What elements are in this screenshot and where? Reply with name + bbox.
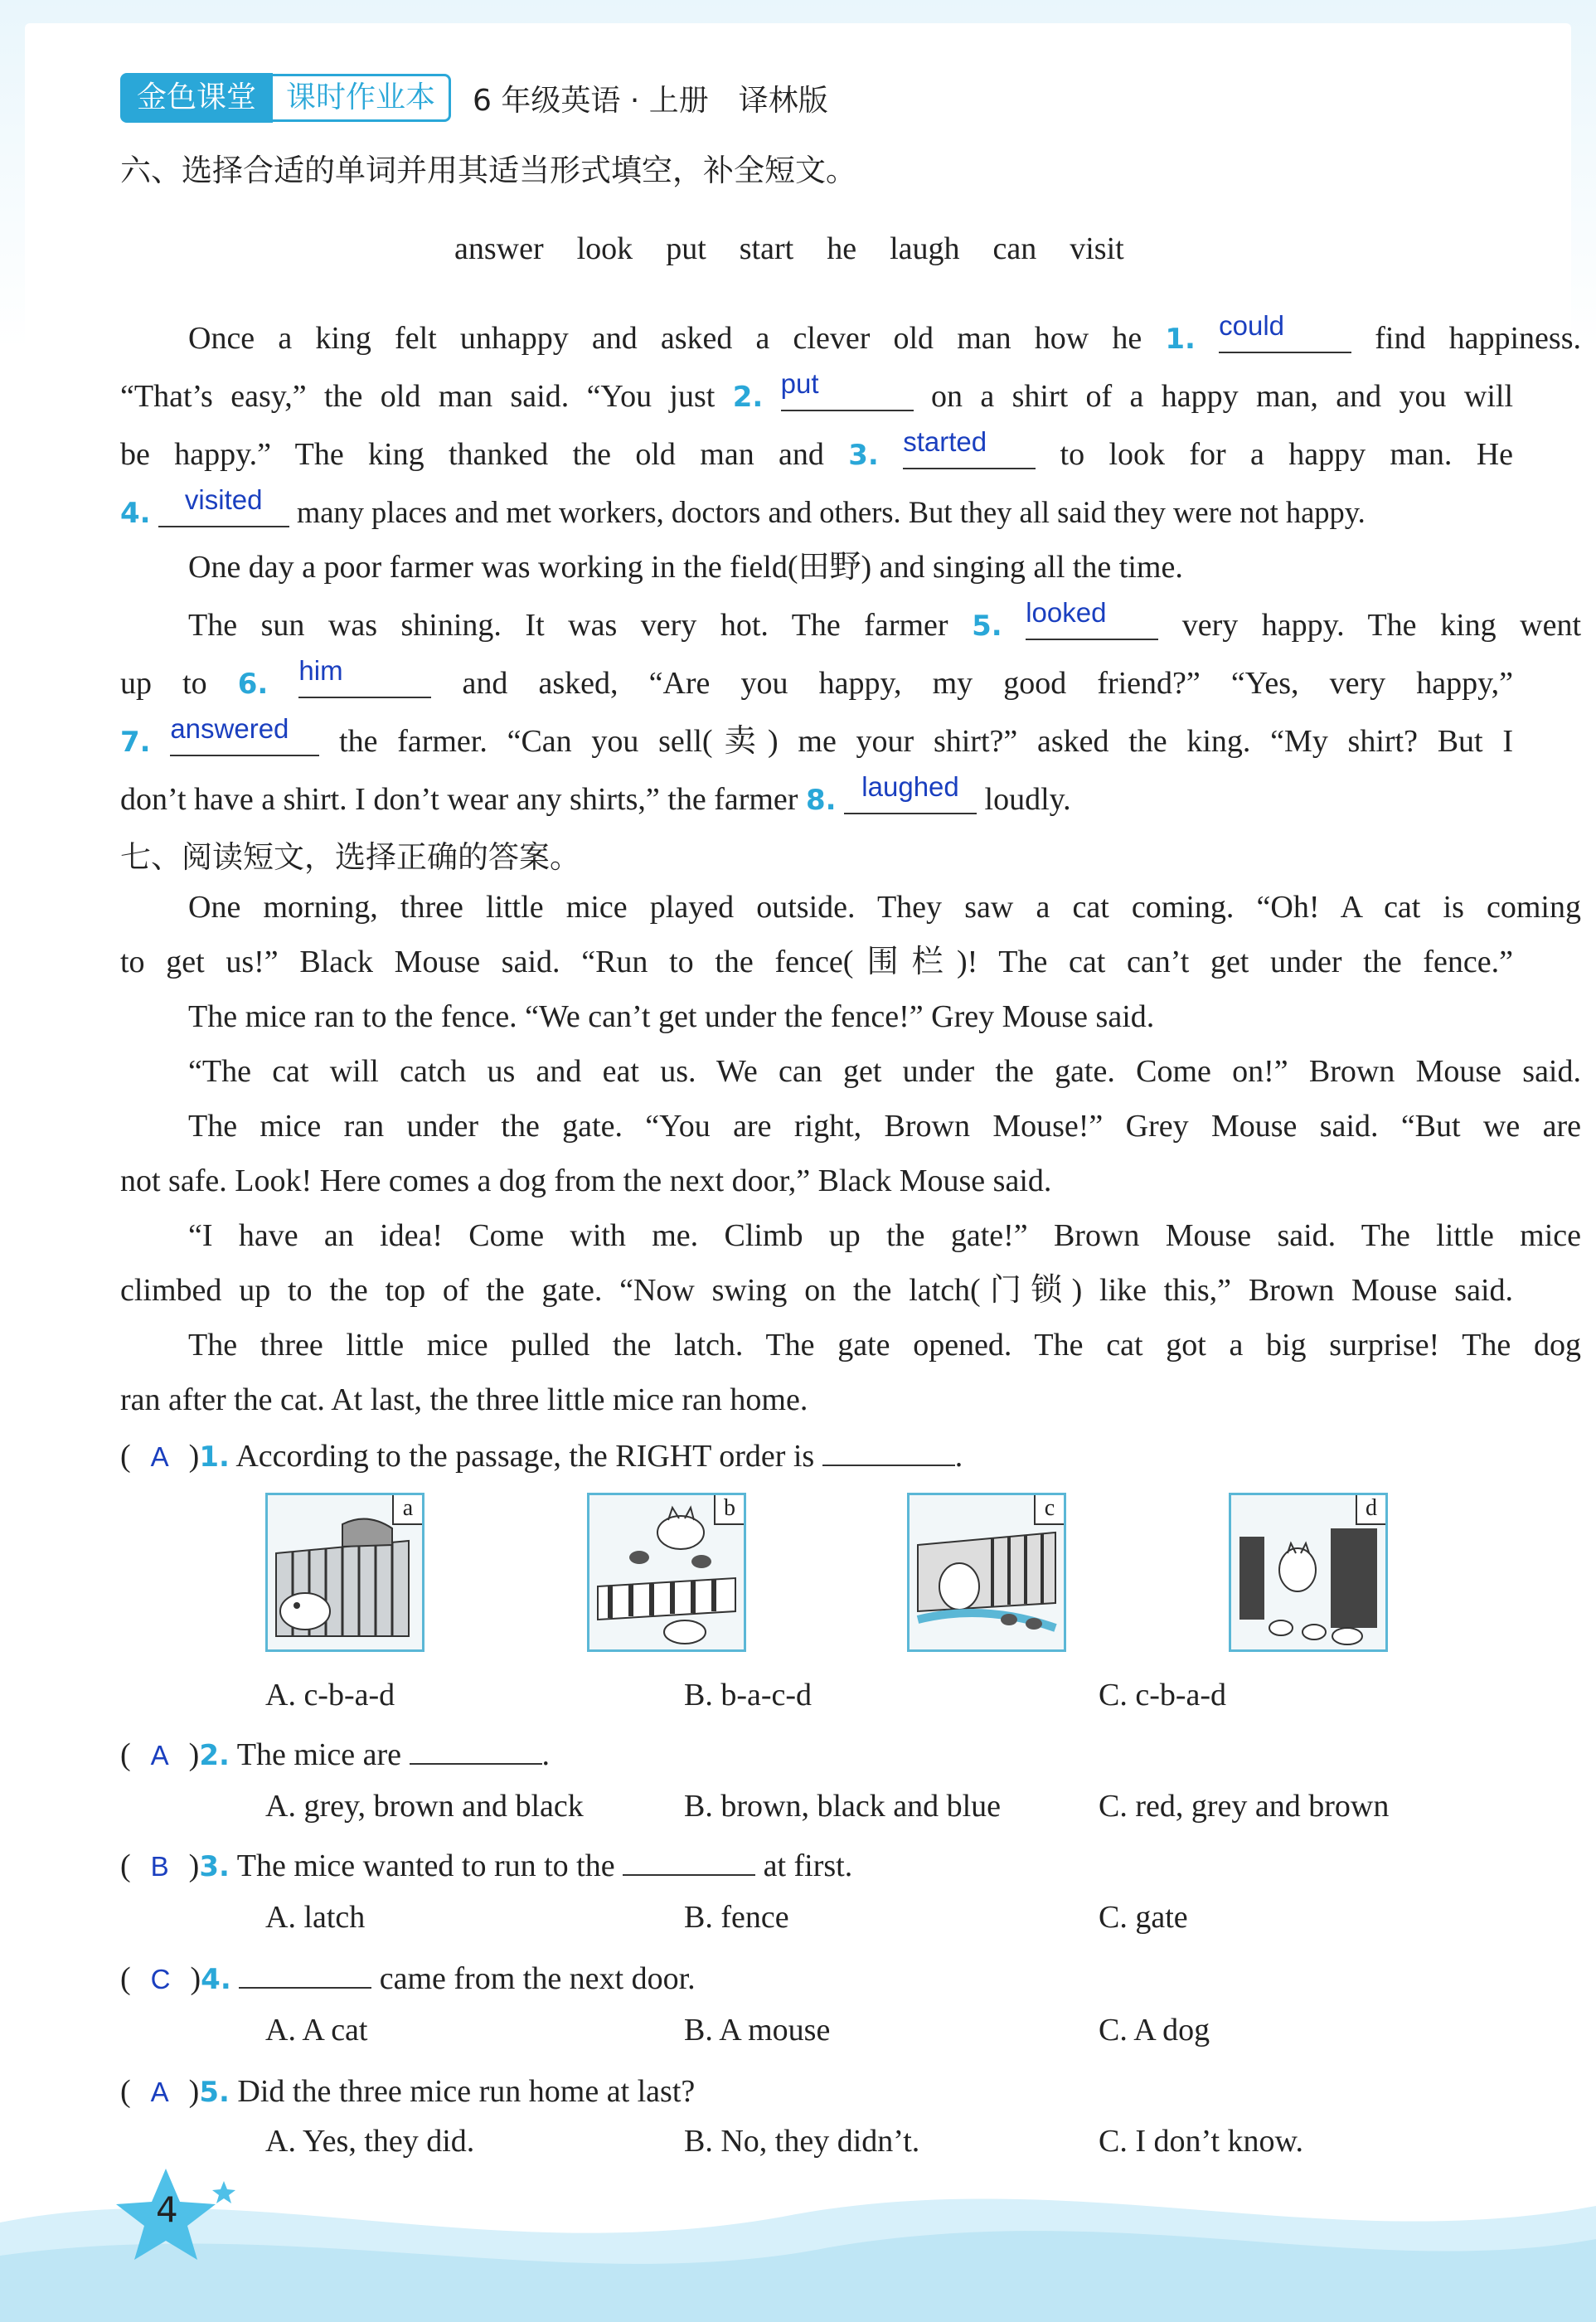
picture-label: d — [1356, 1495, 1385, 1525]
passage-line: climbed up to the top of the gate. “Now swing on the latch(门锁) like this,” Brown Mouse said. — [120, 1273, 1513, 1308]
question-4: ( C )4. came from the next door. — [120, 1961, 696, 1996]
word-bank-item: he — [827, 231, 857, 266]
question-5: ( A )5. Did the three mice run home at last? — [120, 2074, 696, 2109]
answer-blank[interactable] — [298, 655, 431, 698]
answer-blank[interactable] — [170, 713, 319, 756]
picture-label: a — [392, 1495, 422, 1525]
answer-blank[interactable] — [1219, 310, 1351, 353]
question-number: 1. — [199, 1440, 230, 1474]
word-bank-item: laugh — [890, 231, 960, 266]
picture-c — [907, 1493, 1066, 1652]
passage-line: not safe. Look! Here comes a dog from the next door,” Black Mouse said. — [120, 1163, 1052, 1198]
question-3: ( B )3. The mice wanted to run to the at first. — [120, 1848, 853, 1883]
cloze-line: don’t have a shirt. I don’t wear any shirts,” the farmer 8. laughed loudly. — [120, 771, 1071, 817]
blank-number: 4. — [120, 497, 151, 530]
blank-number: 1. — [1165, 323, 1196, 356]
option-b[interactable]: B. A mouse — [684, 2013, 831, 2048]
filled-answer: laughed — [861, 771, 959, 802]
option-c[interactable]: C. gate — [1099, 1900, 1188, 1935]
question-answer: A — [150, 1441, 169, 1472]
option-b[interactable]: B. No, they didn’t. — [684, 2124, 920, 2159]
option-c[interactable]: C. I don’t know. — [1099, 2124, 1303, 2159]
brand-label: 金色课堂 — [120, 73, 273, 123]
option-a[interactable]: A. grey, brown and black — [265, 1789, 584, 1824]
passage-line: The three little mice pulled the latch. The gate opened. The cat got a big surprise! The dog — [188, 1328, 1581, 1363]
option-c[interactable]: C. red, grey and brown — [1099, 1789, 1390, 1824]
picture-b — [587, 1493, 746, 1652]
answer-blank[interactable] — [780, 368, 914, 411]
cloze-line: up to 6. him and asked, “Are you happy, my good friend?” “Yes, very happy,” — [120, 655, 1513, 701]
blank-number: 3. — [848, 439, 879, 472]
filled-answer: looked — [1026, 597, 1107, 628]
blank-number: 2. — [732, 381, 764, 414]
series-label: 课时作业本 — [273, 74, 451, 122]
picture-d — [1229, 1493, 1388, 1652]
question-number: 3. — [199, 1850, 230, 1883]
page-number: 4 — [156, 2189, 178, 2230]
blank-number: 8. — [805, 784, 837, 817]
question-blank[interactable] — [239, 1962, 371, 1989]
passage-line: “The cat will catch us and eat us. We can get under the gate. Come on!” Brown Mouse said. — [188, 1054, 1581, 1089]
passage-line: One morning, three little mice played outside. They saw a cat coming. “Oh! A cat is coming — [188, 890, 1581, 925]
cloze-line: be happy.” The king thanked the old man and 3. started to look for a happy man. He — [120, 426, 1514, 472]
question-answer: A — [150, 2077, 169, 2107]
question-number: 4. — [201, 1963, 231, 1996]
passage-line: to get us!” Black Mouse said. “Run to the fence(围栏)! The cat can’t get under the fence.” — [120, 945, 1513, 979]
filled-answer: visited — [184, 484, 263, 515]
word-bank-item: visit — [1070, 231, 1124, 266]
answer-blank[interactable] — [1026, 597, 1158, 640]
passage-line: The mice ran to the fence. “We can’t get under the fence!” Grey Mouse said. — [188, 999, 1155, 1034]
cloze-line: Once a king felt unhappy and asked a clever old man how he 1. could find happiness. — [188, 310, 1581, 356]
option-c[interactable]: C. c-b-a-d — [1099, 1678, 1227, 1712]
grade-subject: 6 年级英语 · 上册 — [473, 83, 709, 118]
answer-blank[interactable] — [844, 771, 977, 814]
picture-label: c — [1034, 1495, 1064, 1525]
blank-number: 7. — [120, 726, 151, 759]
filled-answer: put — [780, 368, 819, 399]
filled-answer: answered — [170, 713, 289, 744]
blank-number: 5. — [972, 610, 1002, 643]
edition-label: 译林版 — [738, 83, 828, 118]
option-a[interactable]: A. latch — [265, 1900, 366, 1935]
passage-line: “I have an idea! Come with me. Climb up the gate!” Brown Mouse said. The little mice — [188, 1218, 1581, 1253]
question-number: 2. — [199, 1739, 230, 1772]
option-b[interactable]: B. b-a-c-d — [684, 1678, 813, 1712]
question-answer: A — [150, 1740, 169, 1771]
section6-title: 六、选择合适的单词并用其适当形式填空，补全短文。 — [120, 153, 856, 188]
question-blank[interactable] — [410, 1738, 542, 1765]
filled-answer: started — [903, 426, 987, 457]
option-a[interactable]: A. A cat — [265, 2013, 368, 2048]
word-bank-item: answer — [454, 231, 544, 266]
question-answer: C — [150, 1964, 171, 1994]
option-b[interactable]: B. fence — [684, 1900, 789, 1935]
option-a[interactable]: A. c-b-a-d — [265, 1678, 395, 1712]
cloze-line: 7. answered the farmer. “Can you sell(卖) me your shirt?” asked the king. “My shirt? But I — [120, 713, 1513, 759]
cloze-line: 4. visited many places and met workers, doctors and others. But they all said they were not happy. — [120, 484, 1366, 530]
word-bank-item: start — [739, 231, 794, 266]
option-b[interactable]: B. brown, black and blue — [684, 1789, 1002, 1824]
blank-number: 6. — [237, 668, 269, 701]
question-answer: B — [150, 1851, 169, 1882]
picture-a — [265, 1493, 424, 1652]
word-bank-item: look — [576, 231, 633, 266]
word-bank-item: put — [666, 231, 706, 266]
cloze-line: “That’s easy,” the old man said. “You just 2. put on a shirt of a happy man, and you will — [120, 368, 1514, 414]
question-number: 5. — [199, 2076, 230, 2109]
cloze-line: One day a poor farmer was working in the field(田野) and singing all the time. — [188, 550, 1183, 585]
section7-title: 七、阅读短文，选择正确的答案。 — [120, 839, 580, 875]
answer-blank[interactable] — [903, 426, 1036, 469]
question-blank[interactable] — [822, 1440, 955, 1466]
picture-label: b — [714, 1495, 744, 1525]
question-1: ( A )1. According to the passage, the RIGHT order is . — [120, 1439, 963, 1474]
filled-answer: could — [1219, 310, 1285, 341]
question-2: ( A )2. The mice are . — [120, 1737, 551, 1772]
option-a[interactable]: A. Yes, they did. — [265, 2124, 475, 2159]
question-blank[interactable] — [623, 1849, 755, 1876]
page-header — [120, 73, 828, 123]
option-c[interactable]: C. A dog — [1099, 2013, 1210, 2048]
passage-line: The mice ran under the gate. “You are right, Brown Mouse!” Grey Mouse said. “But we are — [188, 1109, 1581, 1144]
word-bank-item: can — [992, 231, 1037, 266]
word-bank — [454, 231, 1124, 267]
answer-blank[interactable] — [158, 484, 289, 527]
passage-line: ran after the cat. At last, the three little mice ran home. — [120, 1382, 808, 1417]
filled-answer: him — [298, 655, 343, 686]
cloze-line: The sun was shining. It was very hot. The farmer 5. looked very happy. The king went — [188, 597, 1582, 643]
